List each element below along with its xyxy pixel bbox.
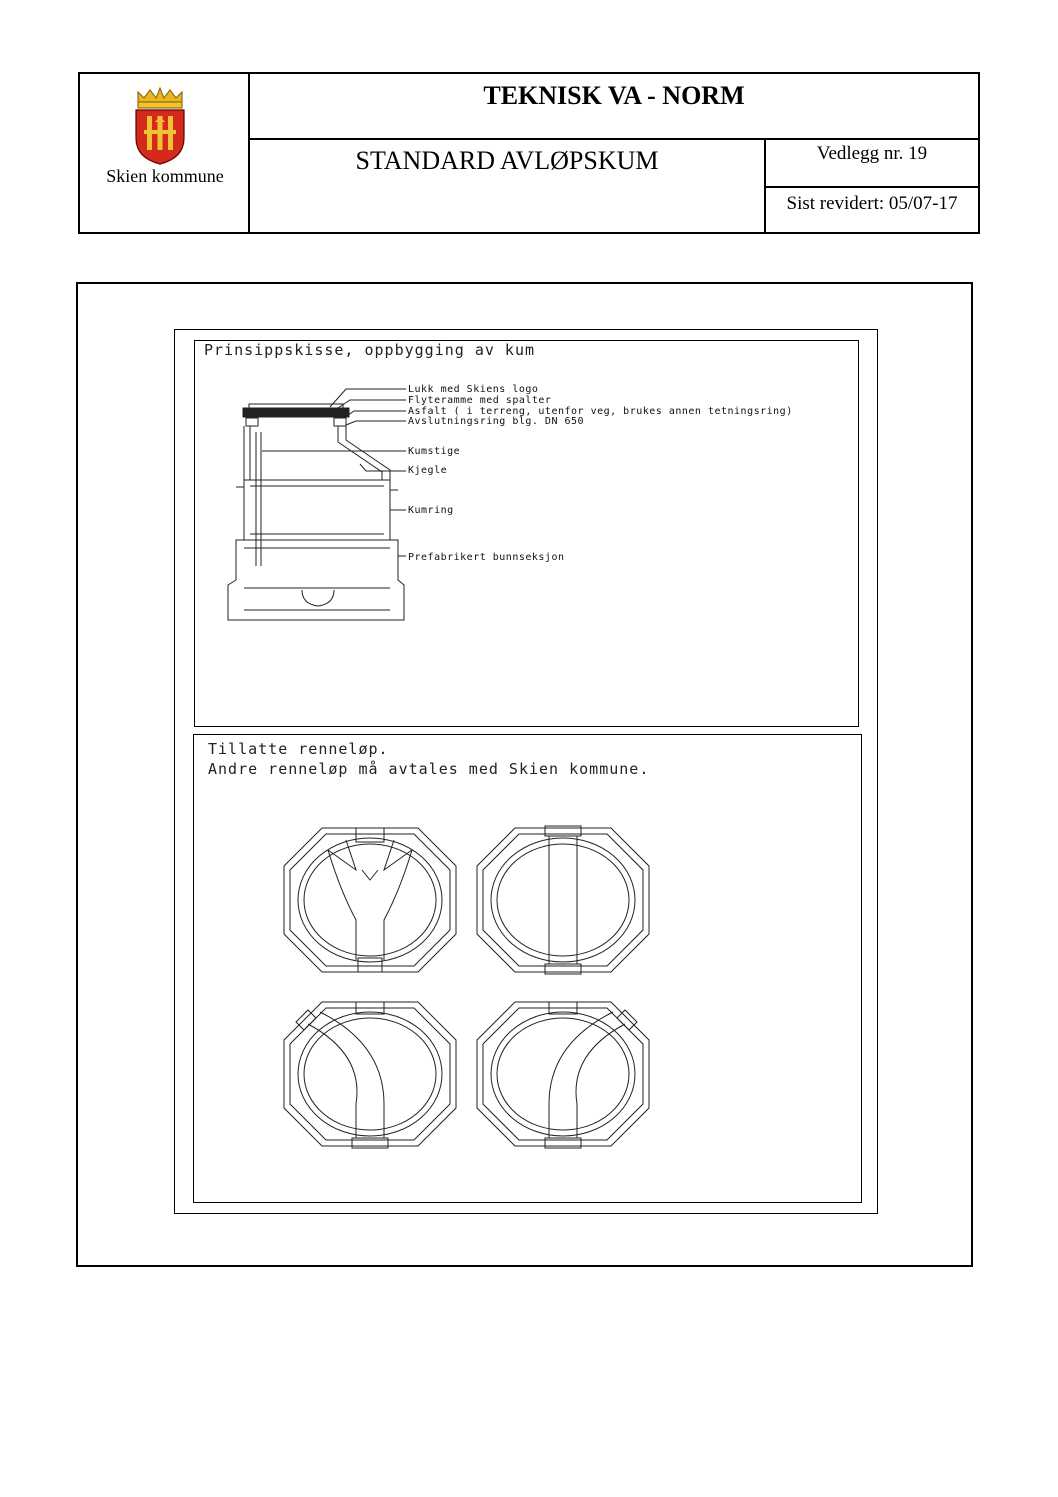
section2-title-line1: Tillatte renneløp.	[208, 740, 389, 758]
label-asphalt: Asfalt ( i terreng, utenfor veg, brukes annen tetningsring)	[408, 406, 793, 417]
document-subtitle: STANDARD AVLØPSKUM	[250, 140, 766, 232]
panel-channel-types	[193, 734, 862, 1203]
label-cone: Kjegle	[408, 465, 448, 476]
label-manhole-ring: Kumring	[408, 505, 454, 516]
logo-cell	[80, 74, 250, 232]
label-floating-frame: Flyteramme med spalter	[408, 395, 552, 406]
attachment-number: Vedlegg nr. 19	[766, 140, 978, 188]
label-base-section: Prefabrikert bunnseksjon	[408, 552, 565, 563]
municipality-name: Skien kommune	[106, 166, 224, 186]
document-header	[78, 72, 980, 234]
label-lid: Lukk med Skiens logo	[408, 384, 539, 395]
section2-title-line2: Andre renneløp må avtales med Skien kommune.	[208, 760, 650, 778]
section1-title: Prinsippskisse, oppbygging av kum	[204, 341, 536, 359]
revision-date: Sist revidert: 05/07-17	[786, 193, 958, 214]
coat-of-arms-logo	[130, 86, 190, 166]
document-title: TEKNISK VA - NORM	[250, 74, 978, 140]
section2-title	[208, 739, 649, 779]
label-closing-ring: Avslutningsring blg. DN 650	[408, 416, 585, 427]
label-ladder: Kumstige	[408, 446, 461, 457]
